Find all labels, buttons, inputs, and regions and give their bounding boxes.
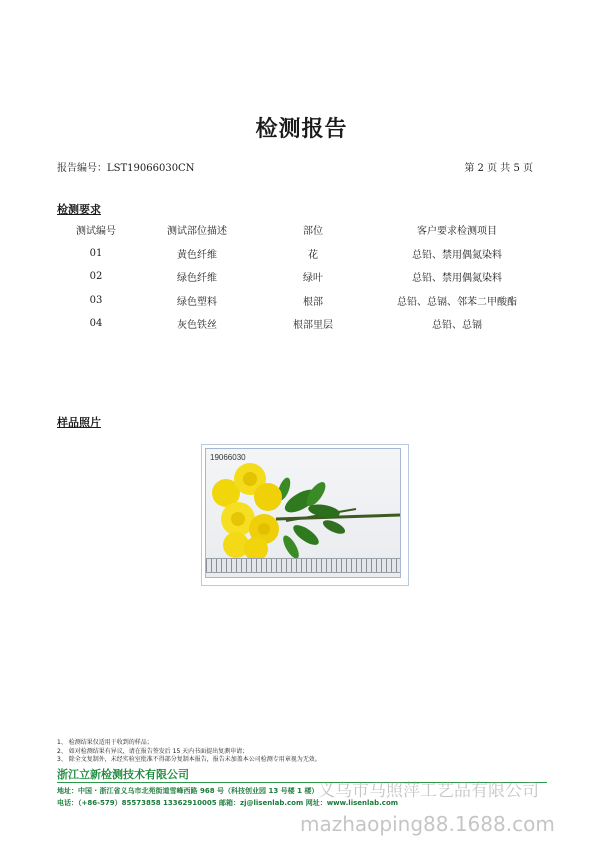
table-cell: 绿色纤维: [177, 273, 217, 285]
table-cell: 根部: [303, 296, 323, 308]
table-cell: 02: [89, 271, 103, 283]
table-cell: 花: [308, 249, 318, 261]
footer-address: 地址：中国 · 浙江省义乌市北苑街道雪峰西路 968 号（科技创业园 13 号楼 1 楼）: [57, 787, 319, 795]
table-row: [60, 312, 550, 336]
sample-photo-frame: [201, 444, 409, 586]
table-row: [60, 242, 550, 266]
column-header: 部位: [303, 226, 323, 238]
table-cell: 04: [89, 318, 103, 330]
sample-photo: [205, 448, 401, 578]
table-row: [60, 265, 550, 289]
shop-watermark: 义乌市马照萍工艺品有限公司: [318, 781, 539, 801]
table-cell: 根部里层: [293, 320, 333, 332]
note-line: 3、 除全文复制外，未经实验室批准不得部分复制本报告，报告未加盖本公司检测专用章视为无效。: [57, 756, 321, 763]
note-line: 2、 如对检测结果有异议，请在报告签发后 15 天内书面提出复测申请；: [57, 747, 249, 755]
report-notes: [57, 739, 321, 765]
table-cell: 03: [89, 294, 103, 306]
report-title: 检测报告: [255, 117, 348, 142]
table-cell: 黄色纤维: [177, 249, 217, 261]
table-cell: 总铅、总镉: [432, 320, 482, 332]
table-cell: 绿叶: [303, 273, 323, 285]
table-header-row: [60, 218, 550, 242]
footer-contact: 电话：（+86-579）85573858 13362910005 邮箱：zj@lisenlab.com 网址：www.lisenlab.com: [57, 799, 399, 807]
table-cell: 总铅、总镉、邻苯二甲酸酯: [397, 296, 517, 308]
table-cell: 绿色塑料: [177, 296, 217, 308]
column-header: 客户要求检测项目: [417, 226, 497, 238]
sample-photo-label: 19066030: [210, 453, 246, 462]
photo-heading: 样品照片: [57, 416, 101, 429]
table-cell: 灰色铁丝: [177, 320, 217, 332]
table-cell: 总铅、禁用偶氮染料: [412, 273, 502, 285]
shop-url-watermark: mazhaoping88.1688.com: [300, 812, 555, 836]
page-number: 第 2 页 共 5 页: [464, 163, 533, 174]
report-number: 报告编号：LST19066030CN: [57, 163, 195, 174]
measuring-ruler: [206, 558, 400, 573]
company-name: 浙江立新检测技术有限公司: [57, 768, 189, 781]
column-header: 测试部位描述: [167, 226, 227, 238]
requirements-heading: 检测要求: [57, 203, 101, 216]
table-cell: 01: [89, 247, 103, 259]
requirements-table: [60, 218, 550, 336]
note-line: 1、 检测结果仅适用于收到的样品；: [57, 739, 153, 746]
table-row: [60, 289, 550, 313]
table-cell: 总铅、禁用偶氮染料: [412, 249, 502, 261]
column-header: 测试编号: [76, 226, 116, 238]
